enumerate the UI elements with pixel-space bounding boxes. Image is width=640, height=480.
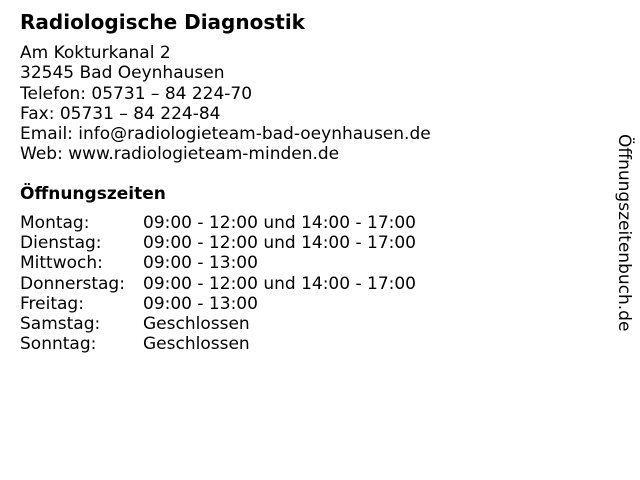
contact-block — [20, 43, 431, 165]
page-title: Radiologische Diagnostik — [20, 10, 305, 34]
hours-time: Geschlossen — [143, 313, 250, 334]
hours-day: Donnerstag: — [20, 273, 125, 294]
address-city: 32545 Bad Oeynhausen — [20, 63, 225, 84]
hours-day: Freitag: — [20, 293, 84, 314]
hours-time: 09:00 - 12:00 und 14:00 - 17:00 — [143, 273, 416, 294]
email-address: Email: info@radiologieteam-bad-oeynhausen.de — [20, 124, 431, 145]
site-watermark: Öffnungszeitenbuch.de — [614, 134, 634, 332]
hours-time: Geschlossen — [143, 334, 250, 355]
hours-time: 09:00 - 12:00 und 14:00 - 17:00 — [143, 233, 416, 254]
fax-number: Fax: 05731 – 84 224-84 — [20, 103, 221, 124]
phone-number: Telefon: 05731 – 84 224-70 — [20, 83, 253, 104]
hours-time: 09:00 - 12:00 und 14:00 - 17:00 — [143, 213, 416, 233]
hours-time: 09:00 - 13:00 — [143, 293, 258, 314]
hours-heading: Öffnungszeiten — [20, 184, 166, 204]
hours-day: Sonntag: — [20, 334, 97, 355]
hours-time: 09:00 - 13:00 — [143, 253, 258, 274]
website-address: Web: www.radiologieteam-minden.de — [20, 144, 340, 165]
hours-day: Montag: — [20, 213, 90, 233]
hours-day: Samstag: — [20, 313, 101, 334]
address-street: Am Kokturkanal 2 — [20, 43, 171, 63]
hours-day: Dienstag: — [20, 233, 102, 254]
hours-day: Mittwoch: — [20, 253, 103, 274]
